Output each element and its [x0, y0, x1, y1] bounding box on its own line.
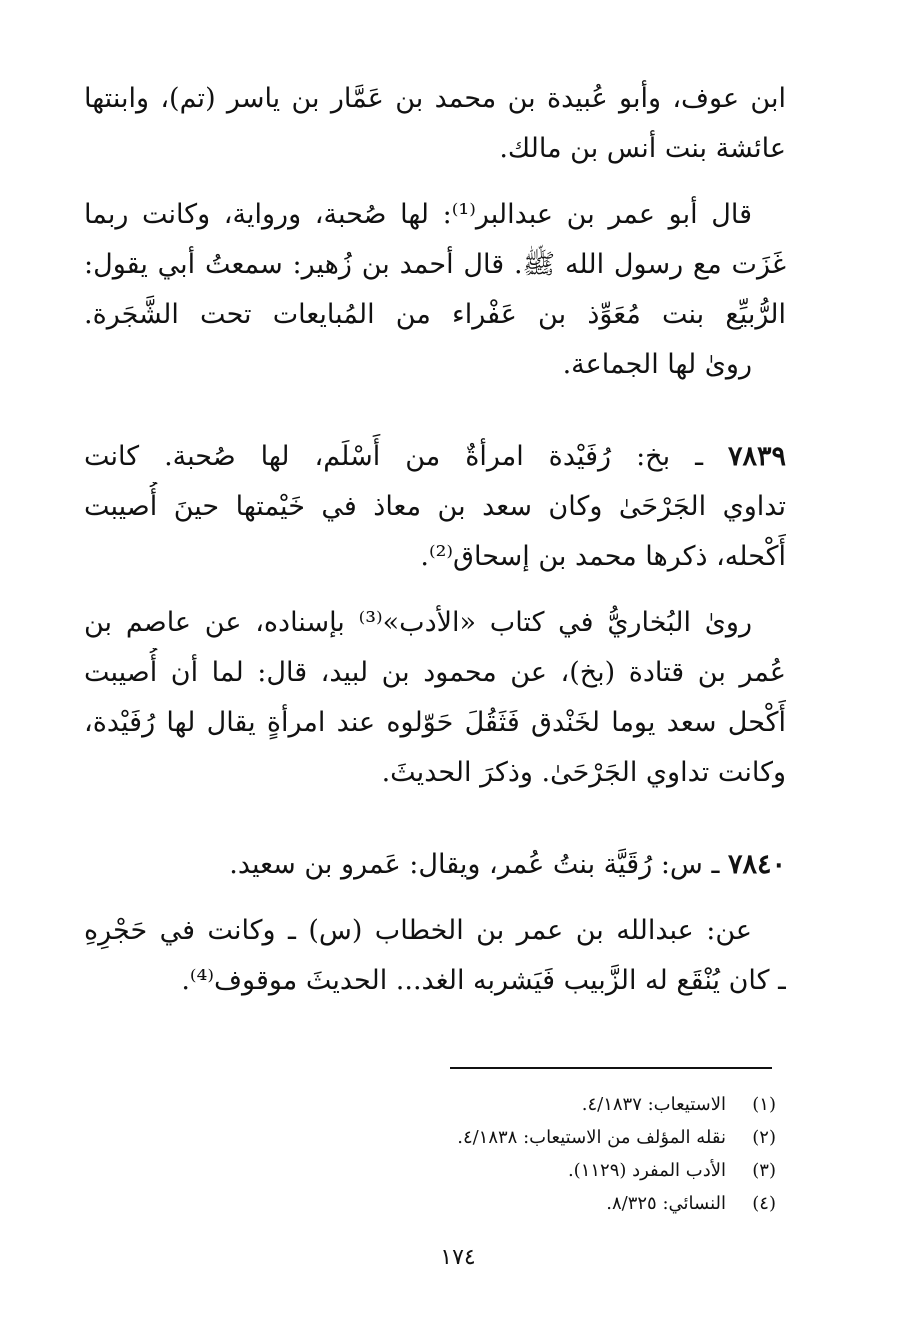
footnote-number: (٤): [752, 1193, 776, 1214]
page-number: ١٧٤: [440, 1245, 476, 1270]
paragraph-ibn-abd-al-barr: [84, 190, 786, 390]
footnote-4: [457, 1187, 776, 1220]
text-line: غَزَت مع رسول الله ﷺ. قال أحمد بن زُهير: سمعتُ أبي يقول:: [84, 249, 786, 280]
entry-heading-line: [84, 432, 786, 482]
entry-heading-line: [84, 840, 786, 890]
text-line: تداوي الجَرْحَىٰ وكان سعد بن معاذ في خَيْمتها حينَ أُصيبت: [84, 491, 786, 522]
footnote-2: [457, 1121, 776, 1154]
text-line: ابن عوف، وأبو عُبيدة بن محمد بن عَمَّار بن ياسر (تم)، وابنتها: [84, 83, 786, 114]
text-line: ـ كان يُنْقَع له الزَّبيب فَيَشربه الغد... الحديثَ موقوف⁽⁴⁾.: [181, 965, 786, 996]
footnote-number: (٣): [752, 1160, 776, 1181]
text-line: الرُّبيِّع بنت مُعَوِّذ بن عَفْراء من المُبايعات تحت الشَّجَرة.: [84, 299, 786, 330]
entry-7840: [84, 840, 786, 890]
footnote-divider: [450, 1067, 772, 1069]
paragraph-abdullah-ibn-umar: [84, 906, 786, 1006]
paragraph-bukhari: [84, 598, 786, 798]
text-line: قال أبو عمر بن عبدالبر⁽¹⁾: لها صُحبة، ورواية، وكانت ربما: [84, 199, 752, 230]
footnotes: [457, 1088, 776, 1220]
text-line: وكانت تداوي الجَرْحَىٰ. وذكرَ الحديثَ.: [381, 757, 786, 788]
text-line: روىٰ لها الجماعة.: [562, 349, 752, 380]
text-line: عُمر بن قتادة (بخ)، عن محمود بن لبيد، قال: لما أن أُصيبت: [84, 657, 786, 688]
entry-number: ٧٨٣٩: [727, 441, 786, 472]
entry-heading-text: ـ بخ: رُفَيْدة امرأةٌ من أَسْلَم، لها صُحبة. كانت: [84, 441, 703, 472]
footnote-number: (٢): [752, 1127, 776, 1148]
text-line: أَكْحله، ذكرها محمد بن إسحاق⁽²⁾.: [420, 541, 786, 572]
entry-7839: [84, 432, 786, 582]
text-line: أَكْحل سعد يوما لخَنْدق فَثَقُلَ حَوّلوه عند امرأةٍ يقال لها رُفَيْدة،: [84, 707, 786, 738]
page-body: [84, 74, 786, 1006]
footnote-1: [457, 1088, 776, 1121]
paragraph-continuation: [84, 74, 786, 174]
footnote-text: الاستيعاب: ٤/١٨٣٧.: [581, 1094, 726, 1115]
footnote-text: النسائي: ٨/٣٢٥.: [606, 1193, 726, 1214]
text-line: عائشة بنت أنس بن مالك.: [499, 133, 786, 164]
entry-number: ٧٨٤٠: [727, 849, 786, 880]
footnote-text: الأدب المفرد (١١٢٩).: [567, 1160, 726, 1181]
footnote-number: (١): [752, 1094, 776, 1115]
footnote-3: [457, 1154, 776, 1187]
entry-heading-text: ـ س: رُقَيَّة بنتُ عُمر، ويقال: عَمرو بن سعيد.: [229, 849, 720, 880]
footnote-text: نقله المؤلف من الاستيعاب: ٤/١٨٣٨.: [457, 1127, 726, 1148]
text-line: عن: عبدالله بن عمر بن الخطاب (س) ـ وكانت في حَجْرِهِ: [84, 915, 752, 946]
text-line: روىٰ البُخاريُّ في كتاب «الأدب»⁽³⁾ بإسناده، عن عاصم بن: [84, 607, 752, 638]
